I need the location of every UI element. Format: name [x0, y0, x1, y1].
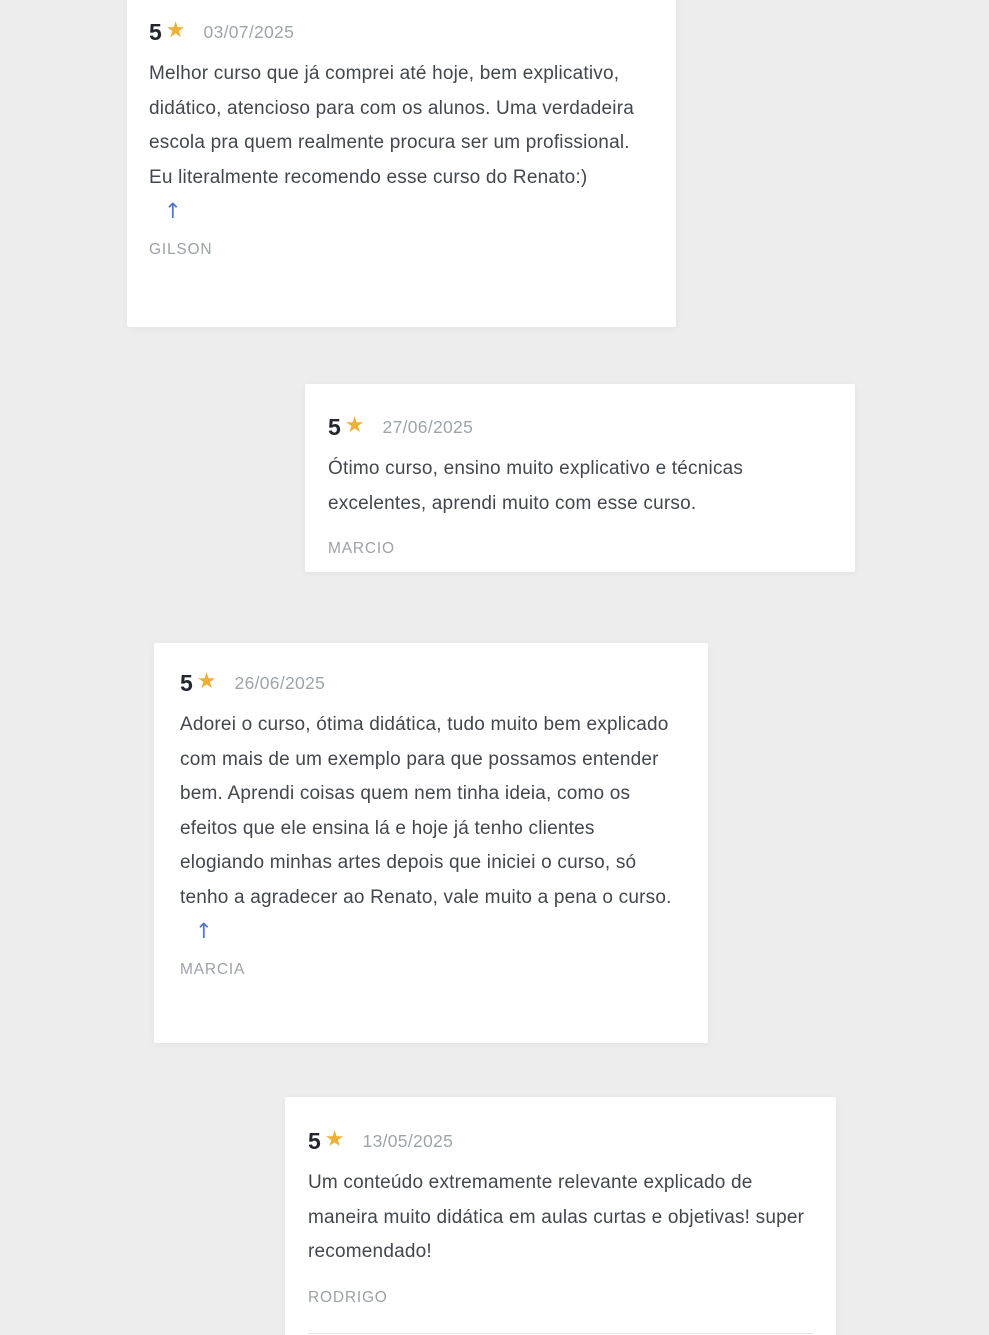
collapse-arrow-icon[interactable]: ↑: [195, 919, 213, 943]
review-author: MARCIA: [180, 961, 246, 978]
review-card: [285, 1097, 836, 1335]
review-text: Melhor curso que já comprei até hoje, bem explicativo, didático, atencioso para com os alunos. Uma verdadeira escola pra quem realmente procura ser um profissional. Eu literalmente recomendo esse curso do Renato:): [149, 63, 635, 188]
review-card: [127, 0, 676, 327]
rating-row: [149, 18, 654, 46]
star-icon: ★: [344, 413, 365, 438]
star-icon: ★: [324, 1127, 345, 1152]
rating-value: 5: [308, 1127, 321, 1154]
rating-row: [328, 413, 832, 441]
review-author: GILSON: [149, 241, 213, 258]
rating-row: [180, 669, 684, 697]
review-date: 27/06/2025: [382, 416, 474, 437]
review-text: Um conteúdo extremamente relevante explicado de maneira muito didática em aulas curtas e objetivas! super recomendado!: [308, 1172, 805, 1262]
review-date: 26/06/2025: [234, 672, 326, 693]
collapse-arrow-icon[interactable]: ↑: [164, 199, 182, 223]
collapse-row: [195, 918, 684, 944]
review-card: [154, 643, 708, 1043]
collapse-row: [164, 198, 654, 224]
card-divider: [308, 1333, 813, 1334]
star-icon: ★: [196, 669, 217, 694]
rating-value: 5: [328, 413, 341, 440]
review-text: Ótimo curso, ensino muito explicativo e técnicas excelentes, aprendi muito com esse curso.: [328, 458, 744, 514]
rating-value: 5: [149, 18, 162, 45]
review-author: RODRIGO: [308, 1288, 388, 1306]
rating-value: 5: [180, 669, 193, 696]
review-date: 03/07/2025: [203, 21, 295, 42]
star-icon: ★: [165, 18, 186, 43]
review-date: 13/05/2025: [362, 1130, 454, 1151]
rating-row: [308, 1127, 813, 1155]
review-author: MARCIO: [328, 540, 395, 557]
review-card: [305, 384, 855, 572]
review-text: Adorei o curso, ótima didática, tudo muito bem explicado com mais de um exemplo para que possamos entender bem. Aprendi coisas quem nem tinha ideia, como os efeitos que ele ensina lá e hoje já tenho clientes elogiando minhas artes depois que iniciei o curso, só tenho a agradecer ao Renato, vale muito a pena o curso.: [180, 714, 672, 908]
